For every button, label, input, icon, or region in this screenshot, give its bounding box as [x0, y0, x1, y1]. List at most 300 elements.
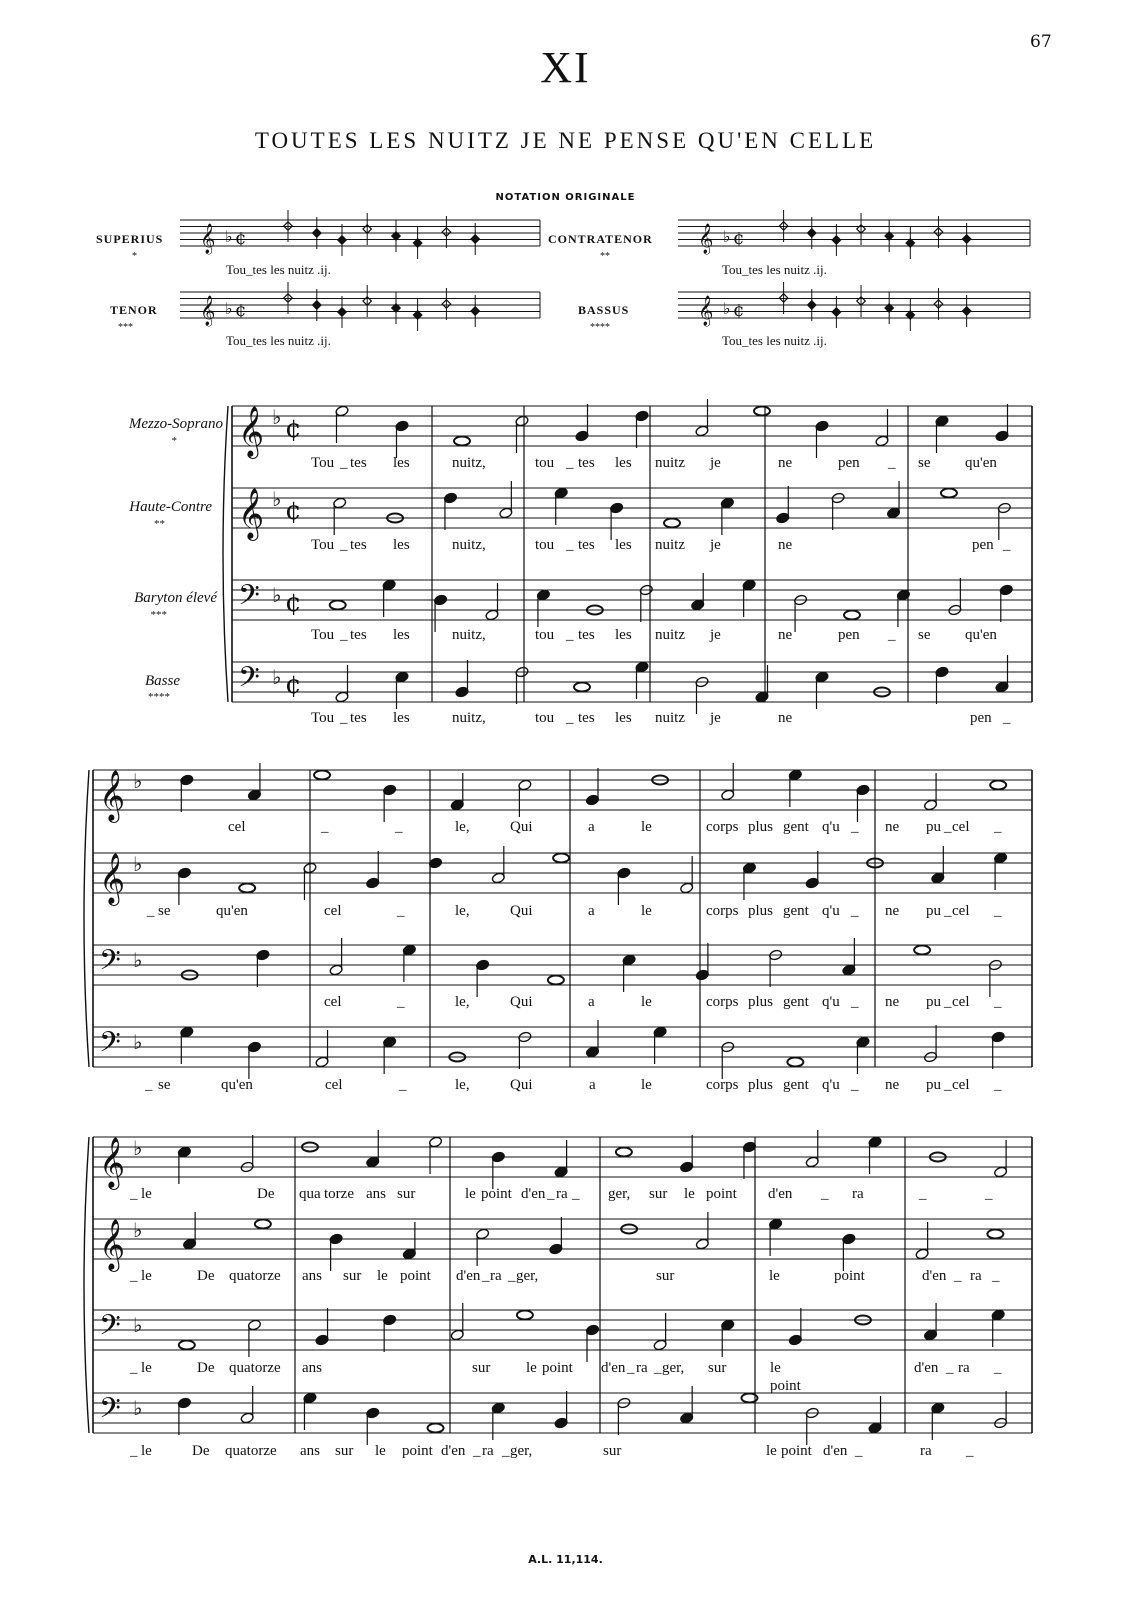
- lyric-s1-v4: Tou: [311, 710, 335, 726]
- lyric-s2-v3: Qui: [510, 994, 533, 1010]
- lyric-s3-v1: d'en: [768, 1186, 793, 1202]
- lyric-s1-v4: _: [1003, 710, 1011, 726]
- lyric-s3-v4: le: [375, 1443, 386, 1459]
- lyric-s2-v3: _: [397, 994, 405, 1010]
- piece-title: TOUTES LES NUITZ JE NE PENSE QU'EN CELLE: [254, 128, 877, 153]
- lyric-s1-v1: je: [710, 455, 721, 471]
- lyric-s2-v3: cel: [952, 994, 970, 1010]
- lyric-s3-v2: ans: [302, 1268, 322, 1284]
- flat-icon: ♭: [133, 948, 143, 972]
- lyric-s3-v4: ans: [300, 1443, 320, 1459]
- whole-note: [428, 1424, 444, 1433]
- whole-note: [574, 683, 590, 692]
- lyric-s2-v3: le,: [455, 994, 470, 1010]
- lyric-s3-v1: sur: [397, 1186, 416, 1202]
- lyric-s2-v2: Qui: [510, 903, 533, 919]
- lyric-s1-v3: tes: [350, 627, 367, 643]
- clef-icon: 𝄞: [200, 224, 216, 254]
- lyric-s3-v1: d'en: [521, 1186, 546, 1202]
- lyric-s1-v4: tes: [350, 710, 367, 726]
- lyric-s1-v3: tou: [535, 627, 555, 643]
- lyric-s1-v4: _: [340, 710, 348, 726]
- lyric-s3-v3: quatorze: [229, 1360, 281, 1376]
- whole-note: [314, 771, 330, 780]
- flat-icon: ♭: [272, 487, 282, 511]
- lyric-s3-v4: _: [502, 1443, 510, 1459]
- tenor-label: TENOR: [110, 303, 158, 317]
- lyric-s3-v1: _: [919, 1186, 927, 1202]
- lyric-s2-v2: _: [851, 903, 859, 919]
- tenor-lyric: Tou_tes les nuitz .ij.: [226, 333, 331, 348]
- lyric-s1-v2: tes: [578, 537, 595, 553]
- lyric-s3-v3: le: [141, 1360, 152, 1376]
- bass-clef-icon: 𝄢: [99, 1026, 121, 1066]
- lyric-s2-v3: ne: [885, 994, 900, 1010]
- whole-note: [941, 489, 957, 498]
- lyric-s3-v4: ra: [920, 1443, 932, 1459]
- lyric-s2-v4: _: [944, 1077, 952, 1093]
- lyric-s2-v2: plus: [748, 903, 774, 919]
- lyric-s1-v1: les: [615, 455, 632, 471]
- bass-clef-icon: 𝄢: [99, 944, 121, 984]
- lyric-s1-v1: nuitz: [655, 455, 685, 471]
- lyric-s3-v2: quatorze: [229, 1268, 281, 1284]
- lyric-s3-v3: le: [526, 1360, 537, 1376]
- lyric-s3-v1: point: [481, 1186, 512, 1202]
- voice-haute-contre: Haute-Contre: [129, 499, 212, 515]
- lyric-s2-v4: le: [641, 1077, 652, 1093]
- lyric-s2-v3: cel: [324, 994, 342, 1010]
- bass-clef-icon: 𝄢: [99, 1392, 121, 1432]
- treble-clef-icon: 𝄞: [99, 770, 126, 821]
- lyric-s3-v3: _: [130, 1360, 138, 1376]
- treble-clef-icon: 𝄞: [99, 1137, 126, 1188]
- flat-icon: ♭: [133, 1030, 143, 1054]
- flat-icon: ♭: [225, 227, 233, 246]
- time-signature-icon: ¢: [285, 496, 302, 526]
- treble-clef-icon: 𝄞: [238, 488, 265, 539]
- flat-icon: ♭: [272, 583, 282, 607]
- whole-note: [914, 946, 930, 955]
- contratenor-label: CONTRATENOR: [548, 232, 653, 246]
- tenor-mark: ***: [118, 322, 133, 333]
- lyric-s3-v4: _: [473, 1443, 481, 1459]
- lyric-s2-v2: _: [944, 903, 952, 919]
- lyric-s2-v3: _: [851, 994, 859, 1010]
- treble-clef-icon: 𝄞: [238, 406, 265, 457]
- lyric-s2-v3: a: [588, 994, 595, 1010]
- lyric-s3-v1: le: [141, 1186, 152, 1202]
- bassus-mark: ****: [590, 322, 610, 333]
- lyric-s1-v1: tes: [350, 455, 367, 471]
- lyric-s3-v2: le: [377, 1268, 388, 1284]
- lyric-s1-v4: pen: [970, 710, 992, 726]
- time-signature-icon: ¢: [285, 414, 302, 444]
- lyric-s2-v2: a: [588, 903, 595, 919]
- voice-mark-basse: ****: [148, 691, 170, 703]
- lyric-s3-v4: sur: [603, 1443, 622, 1459]
- flat-icon: ♭: [133, 1218, 143, 1242]
- lyric-s1-v3: se: [918, 627, 931, 643]
- flat-icon: ♭: [723, 227, 731, 246]
- whole-note: [548, 976, 564, 985]
- lyric-s2-v4: q'u: [822, 1077, 840, 1093]
- lyric-s1-v4: je: [710, 710, 721, 726]
- lyric-s1-v3: nuitz: [655, 627, 685, 643]
- time-signature-icon: ¢: [285, 588, 302, 618]
- bass-clef-icon: 𝄢: [99, 1309, 121, 1349]
- lyric-s3-v4: d'en: [441, 1443, 466, 1459]
- lyric-s2-v3: plus: [748, 994, 774, 1010]
- whole-note: [987, 1230, 1003, 1239]
- lyric-s3-v3: ra: [958, 1360, 970, 1376]
- system-bracket: [84, 770, 89, 1067]
- page-number: 67: [1030, 32, 1052, 52]
- lyric-s1-v1: Tou: [311, 455, 335, 471]
- lyric-s1-v3: _: [566, 627, 574, 643]
- lyric-s3-v3: point: [542, 1360, 573, 1376]
- whole-note: [754, 407, 770, 416]
- lyric-s3-v1: ra: [852, 1186, 864, 1202]
- lyric-s1-v1: se: [918, 455, 931, 471]
- lyric-s3-v2: point: [400, 1268, 431, 1284]
- lyric-s1-v3: nuitz,: [452, 627, 486, 643]
- lyric-s3-v3: sur: [708, 1360, 727, 1376]
- bassus-lyric: Tou_tes les nuitz .ij.: [722, 333, 827, 348]
- lyric-s3-v3: ans: [302, 1360, 322, 1376]
- lyric-s1-v1: les: [393, 455, 410, 471]
- lyric-s2-v1: _: [944, 819, 952, 835]
- lyric-s3-v2: De: [197, 1268, 215, 1284]
- flat-icon: ♭: [133, 1313, 143, 1337]
- lyric-s1-v3: les: [615, 627, 632, 643]
- lyric-s2-v1: _: [851, 819, 859, 835]
- lyric-s3-v1: le: [684, 1186, 695, 1202]
- lyric-s1-v3: les: [393, 627, 410, 643]
- lyric-s2-v2: _: [994, 903, 1002, 919]
- lyric-s3-v4: _: [130, 1443, 138, 1459]
- lyric-s3-v1: ger,: [608, 1186, 631, 1202]
- lyric-s2-v2: q'u: [822, 903, 840, 919]
- lyric-s3-v1: ans: [366, 1186, 386, 1202]
- lyric-s3-v3: _: [946, 1360, 954, 1376]
- lyric-s1-v3: qu'en: [965, 627, 997, 643]
- lyric-s3-v2: ra: [970, 1268, 982, 1284]
- lyric-s2-v2: le,: [455, 903, 470, 919]
- lyric-s3-v2: _: [992, 1268, 1000, 1284]
- voice-baryton: Baryton élevé: [134, 590, 217, 606]
- lyric-s1-v1: _: [888, 455, 896, 471]
- lyric-s3-v4: sur: [335, 1443, 354, 1459]
- lyric-s2-v3: pu: [926, 994, 941, 1010]
- lyric-s3-v2: point: [834, 1268, 865, 1284]
- whole-note: [664, 519, 680, 528]
- lyric-s2-v4: a: [589, 1077, 596, 1093]
- lyric-s2-v4: _: [145, 1077, 153, 1093]
- whole-note: [553, 854, 569, 863]
- lyric-s1-v3: _: [888, 627, 896, 643]
- notation-label: NOTATION ORIGINALE: [495, 192, 636, 203]
- contratenor-lyric: Tou_tes les nuitz .ij.: [722, 262, 827, 277]
- lyric-s3-v2: _: [508, 1268, 516, 1284]
- lyric-s1-v2: nuitz,: [452, 537, 486, 553]
- lyric-s2-v3: gent: [783, 994, 809, 1010]
- lyric-s2-v2: qu'en: [216, 903, 248, 919]
- lyric-s3-v1: _: [547, 1186, 555, 1202]
- lyric-s2-v2: pu: [926, 903, 941, 919]
- lyric-s3-v4: le: [141, 1443, 152, 1459]
- lyric-s2-v4: cel: [325, 1077, 343, 1093]
- lyric-s2-v4: pu: [926, 1077, 941, 1093]
- time-signature-icon: ¢: [733, 300, 745, 321]
- lyric-s1-v2: je: [710, 537, 721, 553]
- lyric-s2-v2: le: [641, 903, 652, 919]
- lyric-s3-v2: d'en: [456, 1268, 481, 1284]
- lyric-s3-v2: _: [130, 1268, 138, 1284]
- lyric-s1-v2: les: [615, 537, 632, 553]
- lyric-s2-v2: cel: [324, 903, 342, 919]
- whole-note: [330, 601, 346, 610]
- whole-note: [239, 884, 255, 893]
- lyric-s3-v3: le: [770, 1360, 781, 1376]
- lyric-s1-v4: nuitz: [655, 710, 685, 726]
- lyric-s2-v2: se: [158, 903, 171, 919]
- lyric-s2-v3: _: [944, 994, 952, 1010]
- lyric-s3-v2: _: [954, 1268, 962, 1284]
- whole-note: [844, 611, 860, 620]
- lyric-s3-v4: quatorze: [225, 1443, 277, 1459]
- lyric-s1-v1: _: [340, 455, 348, 471]
- lyric-s2-v3: q'u: [822, 994, 840, 1010]
- lyric-s2-v3: corps: [706, 994, 739, 1010]
- lyric-s2-v3: _: [994, 994, 1002, 1010]
- lyric-s2-v1: gent: [783, 819, 809, 835]
- lyric-s2-v1: Qui: [510, 819, 533, 835]
- lyric-s3-v4: le: [766, 1443, 777, 1459]
- lyric-s3-v2: sur: [343, 1268, 362, 1284]
- time-signature-icon: ¢: [285, 670, 302, 700]
- whole-note: [616, 1148, 632, 1157]
- time-signature-icon: ¢: [235, 300, 247, 321]
- lyric-s1-v1: nuitz,: [452, 455, 486, 471]
- superius-label: SUPERIUS: [96, 232, 164, 246]
- lyric-s1-v4: les: [615, 710, 632, 726]
- lyric-s2-v1: q'u: [822, 819, 840, 835]
- lyric-s2-v1: cel: [228, 819, 246, 835]
- lyric-s2-v2: _: [397, 903, 405, 919]
- bassus-label: BASSUS: [578, 303, 630, 317]
- bass-clef-icon: 𝄢: [238, 661, 260, 701]
- voice-basse: Basse: [145, 673, 180, 689]
- lyric-s1-v2: tou: [535, 537, 555, 553]
- lyric-s2-v4: le,: [455, 1077, 470, 1093]
- lyric-s2-v1: _: [994, 819, 1002, 835]
- whole-note: [990, 781, 1006, 790]
- system-bracket: [84, 1137, 89, 1433]
- lyric-s3-v2: _: [482, 1268, 490, 1284]
- clef-icon: 𝄞: [698, 224, 714, 254]
- whole-note: [255, 1220, 271, 1229]
- lyric-s1-v2: ne: [778, 537, 793, 553]
- piece-number: XI: [540, 43, 591, 92]
- time-signature-icon: ¢: [733, 228, 745, 249]
- lyric-s1-v3: tes: [578, 627, 595, 643]
- lyric-s3-v4: De: [192, 1443, 210, 1459]
- lyric-s3-v2: le: [769, 1268, 780, 1284]
- lyric-s3-v4: d'en: [823, 1443, 848, 1459]
- lyric-s1-v1: _: [566, 455, 574, 471]
- clef-icon: 𝄞: [698, 296, 714, 326]
- lyric-s1-v2: tes: [350, 537, 367, 553]
- bass-clef-icon: 𝄢: [238, 579, 260, 619]
- lyric-s2-v4: gent: [783, 1077, 809, 1093]
- lyric-s3-v1: _: [572, 1186, 580, 1202]
- lyric-s1-v3: je: [710, 627, 721, 643]
- superius-lyric: Tou_tes les nuitz .ij.: [226, 262, 331, 277]
- lyric-s2-v2: _: [147, 903, 155, 919]
- lyric-s2-v3: le: [641, 994, 652, 1010]
- lyric-s1-v3: _: [340, 627, 348, 643]
- voice-mark-haute-contre: **: [154, 518, 165, 530]
- lyric-s1-v2: nuitz: [655, 537, 685, 553]
- voice-mark-baryton: ***: [150, 609, 167, 621]
- whole-note: [517, 1311, 533, 1320]
- lyric-s2-v2: cel: [952, 903, 970, 919]
- flat-icon: ♭: [133, 1396, 143, 1420]
- lyric-s2-v4: cel: [952, 1077, 970, 1093]
- lyric-s3-v4: _: [855, 1443, 863, 1459]
- lyric-s3-v4: point: [402, 1443, 433, 1459]
- flat-icon: ♭: [272, 405, 282, 429]
- lyric-s3-v1: _: [130, 1186, 138, 1202]
- lyric-s3-v3: De: [197, 1360, 215, 1376]
- lyric-s2-v4: plus: [748, 1077, 774, 1093]
- flat-icon: ♭: [133, 769, 143, 793]
- lyric-s3-v3: d'en: [601, 1360, 626, 1376]
- lyric-s3-v3: sur: [472, 1360, 491, 1376]
- lyric-s1-v2: Tou: [311, 537, 335, 553]
- lyric-s3-v2: le: [141, 1268, 152, 1284]
- lyric-s3-v4: _: [966, 1443, 974, 1459]
- whole-note: [454, 437, 470, 446]
- plate-number: A.L. 11,114.: [528, 1553, 603, 1566]
- lyric-s3-v1: ra: [556, 1186, 568, 1202]
- clef-icon: 𝄞: [200, 296, 216, 326]
- lyric-s3-v2: d'en: [922, 1268, 947, 1284]
- lyric-s3-v1: _: [985, 1186, 993, 1202]
- lyric-s2-v4: ne: [885, 1077, 900, 1093]
- lyric-s3-v1: sur: [649, 1186, 668, 1202]
- lyric-s1-v4: tou: [535, 710, 555, 726]
- whole-note: [787, 1058, 803, 1067]
- lyric-s2-v1: _: [321, 819, 329, 835]
- lyric-s1-v2: les: [393, 537, 410, 553]
- whole-note: [179, 1341, 195, 1350]
- lyric-s2-v1: le,: [455, 819, 470, 835]
- superius-mark: *: [132, 251, 137, 262]
- lyric-s1-v4: _: [566, 710, 574, 726]
- lyric-s2-v2: ne: [885, 903, 900, 919]
- lyric-s1-v1: qu'en: [965, 455, 997, 471]
- voice-mark-mezzo: *: [171, 435, 177, 447]
- lyric-s2-v4: _: [851, 1077, 859, 1093]
- lyric-s3-v2: ra: [490, 1268, 502, 1284]
- lyric-s3-v4: point: [781, 1443, 812, 1459]
- lyric-s3-v2: sur: [656, 1268, 675, 1284]
- lyric-s1-v3: ne: [778, 627, 793, 643]
- lyric-s3-v3: ra: [636, 1360, 648, 1376]
- system-bracket: [223, 406, 228, 702]
- lyric-s2-v4: Qui: [510, 1077, 533, 1093]
- lyric-s3-v1: point: [706, 1186, 737, 1202]
- flat-icon: ♭: [133, 1136, 143, 1160]
- lyric-s2-v1: _: [395, 819, 403, 835]
- lyric-s2-v1: plus: [748, 819, 774, 835]
- lyric-s1-v4: nuitz,: [452, 710, 486, 726]
- lyric-s1-v2: _: [1003, 537, 1011, 553]
- lyric-s2-v4: qu'en: [221, 1077, 253, 1093]
- lyric-s3-v4: ra: [482, 1443, 494, 1459]
- voice-mezzo-soprano: Mezzo-Soprano: [128, 416, 223, 432]
- lyric-s1-v4: les: [393, 710, 410, 726]
- lyric-s1-v1: tes: [578, 455, 595, 471]
- lyric-s3-v4: ger,: [510, 1443, 533, 1459]
- lyric-s2-v2: corps: [706, 903, 739, 919]
- lyric-s2-v1: ne: [885, 819, 900, 835]
- flat-icon: ♭: [723, 299, 731, 318]
- lyric-s3-v3: point: [770, 1378, 801, 1394]
- lyric-s1-v1: pen: [838, 455, 860, 471]
- lyric-s3-v3: _: [994, 1360, 1002, 1376]
- flat-icon: ♭: [133, 852, 143, 876]
- lyric-s1-v3: pen: [838, 627, 860, 643]
- lyric-s2-v1: pu: [926, 819, 941, 835]
- lyric-s1-v4: tes: [578, 710, 595, 726]
- lyric-s2-v4: _: [994, 1077, 1002, 1093]
- lyric-s3-v3: _: [627, 1360, 635, 1376]
- lyric-s1-v2: _: [566, 537, 574, 553]
- lyric-s2-v1: cel: [952, 819, 970, 835]
- lyric-s3-v1: De: [257, 1186, 275, 1202]
- lyric-s3-v2: ger,: [516, 1268, 539, 1284]
- lyric-s2-v1: corps: [706, 819, 739, 835]
- lyric-s3-v3: ger,: [662, 1360, 685, 1376]
- lyric-s2-v2: gent: [783, 903, 809, 919]
- lyric-s3-v1: _: [821, 1186, 829, 1202]
- lyric-s1-v2: pen: [972, 537, 994, 553]
- lyric-s1-v1: ne: [778, 455, 793, 471]
- lyric-s3-v1: le: [465, 1186, 476, 1202]
- contratenor-mark: **: [600, 251, 610, 262]
- lyric-s1-v4: ne: [778, 710, 793, 726]
- treble-clef-icon: 𝄞: [99, 853, 126, 904]
- lyric-s3-v1: torze: [324, 1186, 354, 1202]
- time-signature-icon: ¢: [235, 228, 247, 249]
- lyric-s2-v4: corps: [706, 1077, 739, 1093]
- lyric-s2-v4: _: [399, 1077, 407, 1093]
- lyric-s3-v1: qua: [299, 1186, 321, 1202]
- flat-icon: ♭: [225, 299, 233, 318]
- lyric-s1-v1: tou: [535, 455, 555, 471]
- flat-icon: ♭: [272, 665, 282, 689]
- treble-clef-icon: 𝄞: [99, 1219, 126, 1270]
- lyric-s3-v3: _: [654, 1360, 662, 1376]
- lyric-s2-v1: a: [588, 819, 595, 835]
- lyric-s3-v3: d'en: [914, 1360, 939, 1376]
- lyric-s2-v4: se: [158, 1077, 171, 1093]
- lyric-s1-v3: Tou: [311, 627, 335, 643]
- lyric-s1-v2: _: [340, 537, 348, 553]
